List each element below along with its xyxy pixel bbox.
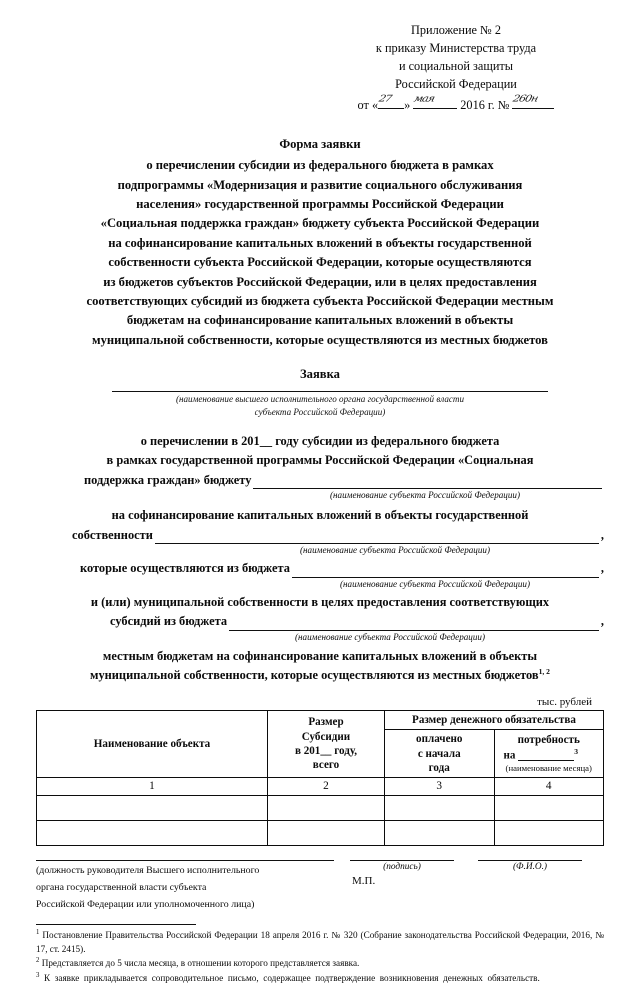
signature-slot-podpis <box>350 860 454 887</box>
col-number-4: 4 <box>494 778 604 796</box>
form-title-line-4: «Социальная поддержка граждан» бюджету субъекта Российской Федерации <box>100 216 540 231</box>
footnote-1-text: Постановление Правительства Российской Федерации 18 апреля 2016 г. № 320 (Собрание законодательства Российской Федерации, 2016, № 17, ст. 2415). <box>36 930 604 954</box>
budget-subject-row <box>36 471 604 490</box>
table-cell-object[interactable] <box>37 821 268 846</box>
organ-name-caption-line-2: субъекта Российской Федерации) <box>254 407 386 418</box>
budget-source-label: которые осуществляются из бюджета <box>80 561 290 576</box>
budget-subject-caption: (наименование субъекта Российской Федерации) <box>330 490 520 501</box>
order-authority-line-1: к приказу Министерства труда <box>375 40 537 55</box>
col-number-2: 2 <box>268 778 385 796</box>
header-obligation-group: Размер денежного обязательства <box>385 710 604 729</box>
table-column-number-row <box>37 778 604 796</box>
state-property-label: собственности <box>72 527 153 542</box>
body-p4-line-1: и (или) муниципальной собственности в целях предоставления соответствующих <box>90 594 550 609</box>
date-day-handwriting: 27 <box>377 92 393 104</box>
signature-block <box>36 860 604 912</box>
header-subsidy-size-line-4: всего <box>312 759 340 772</box>
order-number-blank <box>512 92 554 109</box>
table-cell-need[interactable] <box>494 796 604 821</box>
stamp-label: М.П. <box>352 875 376 888</box>
state-property-comma: , <box>600 527 604 542</box>
footnote-3-marker: 3 <box>36 972 40 980</box>
signer-role-line-3: Российской Федерации или уполномоченного лица) <box>36 899 255 911</box>
col-number-3: 3 <box>385 778 495 796</box>
body-p1-line-1: о перечислении в 201__ году субсидии из федерального бюджета <box>140 434 500 449</box>
table-header-row-1 <box>37 710 604 729</box>
subsidy-budget-blank[interactable] <box>229 617 599 631</box>
budget-source-blank[interactable] <box>292 564 599 578</box>
footnote-3 <box>36 971 604 985</box>
header-paid-line-3: года <box>428 761 450 774</box>
signature-slots <box>350 860 582 887</box>
footnotes <box>36 928 604 985</box>
header-need-month-row <box>498 747 601 763</box>
table-cell-size[interactable] <box>268 821 385 846</box>
form-title-line-2: подпрограммы «Модернизация и развитие социального обслуживания <box>117 177 523 192</box>
col-number-1: 1 <box>37 778 268 796</box>
order-authority-line-2: и социальной защиты <box>398 58 514 73</box>
footnote-3-text: К заявке прикладывается сопроводительное письмо, содержащее подтверждение возникновения денежных обязательств. <box>44 973 540 984</box>
body-p5-line-2: муниципальной собственности, которые осуществляются из местных бюджетов <box>90 668 539 683</box>
subsidy-budget-caption: (наименование субъекта Российской Федерации) <box>295 631 485 642</box>
state-property-blank[interactable] <box>155 530 599 544</box>
date-prefix: от « <box>357 97 379 112</box>
body-p5-line-1: местным бюджетам на софинансирование капитальных вложений в объекты <box>102 648 538 663</box>
header-object-name: Наименование объекта <box>37 710 268 778</box>
date-month-handwriting: мая <box>412 92 436 104</box>
date-year-and-number-label: 2016 г. № <box>460 97 510 112</box>
body-p1-line-2: в рамках государственной программы Российской Федерации «Социальная <box>106 453 534 468</box>
form-title-line-5: на софинансирование капитальных вложений в объекты государственной <box>108 235 532 250</box>
table-cell-need[interactable] <box>494 821 604 846</box>
organ-name-caption-line-1: (наименование высшего исполнительного органа государственной власти <box>175 394 465 405</box>
application-heading: Заявка <box>300 367 340 382</box>
signer-role-line-1: (должность руководителя Высшего исполнительного <box>36 865 260 877</box>
subsidy-budget-row <box>36 612 604 631</box>
subsidy-budget-comma: , <box>600 614 604 629</box>
header-subsidy-size-line-2: Субсидии <box>301 730 351 743</box>
subsidy-budget-label: субсидий из бюджета <box>110 614 228 629</box>
form-title-line-3: населения» государственной программы Российской Федерации <box>136 196 504 211</box>
table-units-label: тыс. рублей <box>537 695 592 708</box>
budget-source-row <box>36 559 604 578</box>
header-paid-line-1: оплачено <box>416 733 463 746</box>
table-cell-paid[interactable] <box>385 796 495 821</box>
body-paragraph-1 <box>36 432 604 471</box>
fio-line[interactable] <box>478 860 582 861</box>
organ-name-blank[interactable] <box>112 391 548 392</box>
header-need-month-blank[interactable] <box>518 749 574 761</box>
signature-slot-fio <box>478 860 582 887</box>
budget-subject-blank[interactable] <box>253 475 602 489</box>
header-need-line-1: потребность <box>517 733 580 746</box>
footnote-ref-3: 3 <box>574 747 579 757</box>
budget-source-comma: , <box>600 561 604 576</box>
table-cell-size[interactable] <box>268 796 385 821</box>
header-subsidy-size-line-3: в 201__ году, <box>294 745 358 758</box>
footnote-2-text: Представляется до 5 числа месяца, в отношении которого представляется заявка. <box>41 958 360 969</box>
footnote-2 <box>36 956 604 970</box>
appendix-number: Приложение № 2 <box>410 23 502 37</box>
state-property-caption: (наименование субъекта Российской Федерации) <box>300 545 490 556</box>
form-title-line-8: соответствующих субсидий из бюджета субъекта Российской Федерации местным <box>86 293 554 308</box>
order-number-handwriting: 260н <box>512 92 540 104</box>
header-subsidy-size <box>268 710 385 778</box>
form-title-line-1: о перечислении субсидии из федерального бюджета в рамках <box>146 158 494 173</box>
header-subsidy-size-line-1: Размер <box>308 716 344 729</box>
body-p5-line-2-wrap <box>36 666 604 685</box>
subsidy-table <box>36 710 604 846</box>
state-property-row <box>36 526 604 545</box>
footnote-separator <box>36 924 196 925</box>
table-row[interactable] <box>37 821 604 846</box>
footnote-2-marker: 2 <box>36 957 40 965</box>
signer-role-rule <box>36 860 334 861</box>
form-title <box>36 135 604 350</box>
header-paid-line-2: с начала <box>417 747 461 760</box>
footnote-1 <box>36 928 604 956</box>
form-title-line-9: бюджетам на софинансирование капитальных вложений в объекты <box>126 313 514 328</box>
signature-caption: (подпись) <box>383 862 421 873</box>
signer-role-line-2: органа государственной власти субъекта <box>36 882 207 894</box>
header-paid <box>385 730 495 778</box>
signature-line[interactable] <box>350 860 454 861</box>
table-cell-object[interactable] <box>37 796 268 821</box>
approval-header <box>316 22 596 115</box>
header-need-caption: (наименование месяца) <box>505 763 592 774</box>
date-month-blank <box>412 92 457 109</box>
form-title-heading: Форма заявки <box>279 136 361 151</box>
order-date-line <box>316 92 596 115</box>
footnote-ref-1-2: 1, 2 <box>538 667 550 677</box>
table-row[interactable] <box>37 796 604 821</box>
order-authority-line-3: Российской Федерации <box>395 76 517 91</box>
budget-subject-label: поддержка граждан» бюджету <box>84 472 252 487</box>
date-quote-close: » <box>404 97 411 112</box>
form-title-line-6: собственности субъекта Российской Федерации, которые осуществляются <box>108 255 532 270</box>
form-title-line-10: муниципальной собственности, которые осуществляются из местных бюджетов <box>92 332 548 347</box>
date-day-blank <box>377 92 404 109</box>
body-p2-line-1: на софинансирование капитальных вложений в объекты государственной <box>111 508 529 523</box>
footnote-1-marker: 1 <box>36 929 40 937</box>
budget-source-caption: (наименование субъекта Российской Федерации) <box>340 578 530 589</box>
header-need <box>494 730 604 778</box>
table-cell-paid[interactable] <box>385 821 495 846</box>
signer-role-area <box>36 860 336 912</box>
header-need-prefix: на <box>503 749 516 762</box>
fio-caption: (Ф.И.О.) <box>512 862 548 873</box>
form-title-line-7: из бюджетов субъектов Российской Федерации, или в целях предоставления <box>103 274 537 289</box>
